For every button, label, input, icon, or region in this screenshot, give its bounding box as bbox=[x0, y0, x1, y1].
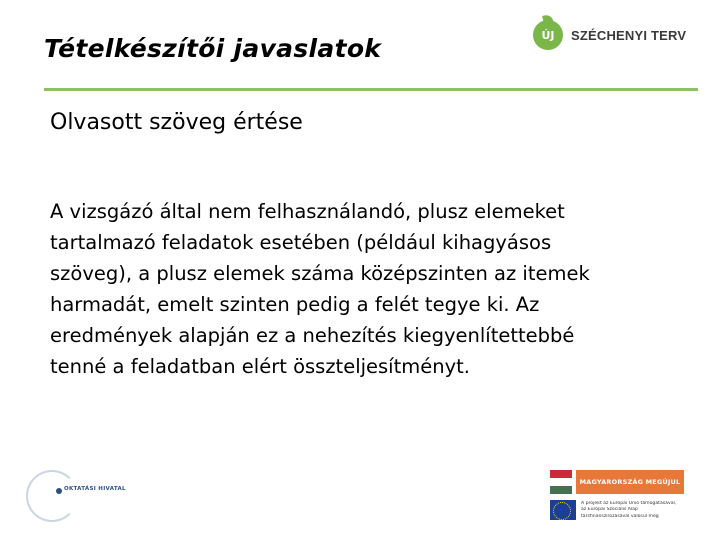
hungarian-flag-icon bbox=[550, 470, 572, 494]
logo-badge: ÚJ bbox=[533, 20, 563, 50]
eu-funding-line: A projekt az Európai Unió támogatásával, bbox=[581, 501, 677, 506]
eu-funding-line: az Európai Szociális Alap bbox=[581, 507, 638, 513]
slide-title: Tételkészítői javaslatok bbox=[44, 34, 382, 63]
logo-brand-text: SZÉCHENYI TERV bbox=[571, 27, 687, 43]
eu-funding-block bbox=[548, 468, 688, 528]
body-paragraph bbox=[50, 196, 690, 382]
eu-funding-text bbox=[581, 501, 686, 520]
body-line: A vizsgázó által nem felhasználandó, plusz elemeket bbox=[50, 200, 565, 223]
body-line: tartalmazó feladatok esetében (például kihagyásos bbox=[50, 231, 552, 254]
magyarorszag-megujul-banner: MAGYARORSZÁG MEGÚJUL bbox=[576, 470, 684, 494]
body-line: harmadát, emelt szinten pedig a felét tegye ki. Az bbox=[50, 293, 540, 316]
eu-flag-icon bbox=[550, 500, 576, 520]
oktatasi-hivatal-label: OKTATÁSI HIVATAL bbox=[64, 486, 126, 492]
szechenyi-terv-logo bbox=[533, 18, 686, 52]
eu-funding-line: társfinanszírozásával valósul meg bbox=[581, 513, 659, 519]
arc-icon bbox=[26, 470, 78, 522]
dot-icon bbox=[56, 488, 62, 494]
body-line: szöveg), a plusz elemek száma középszinten az itemek bbox=[50, 262, 590, 285]
leaf-icon bbox=[533, 20, 563, 50]
body-line: eredmények alapján ez a nehezítés kiegyenlítettebbé bbox=[50, 324, 575, 347]
oktatasi-hivatal-logo bbox=[24, 468, 124, 528]
title-divider bbox=[44, 88, 698, 91]
body-line: tenné a feladatban elért összteljesítményt. bbox=[50, 355, 470, 378]
slide-subtitle: Olvasott szöveg értése bbox=[50, 110, 303, 135]
